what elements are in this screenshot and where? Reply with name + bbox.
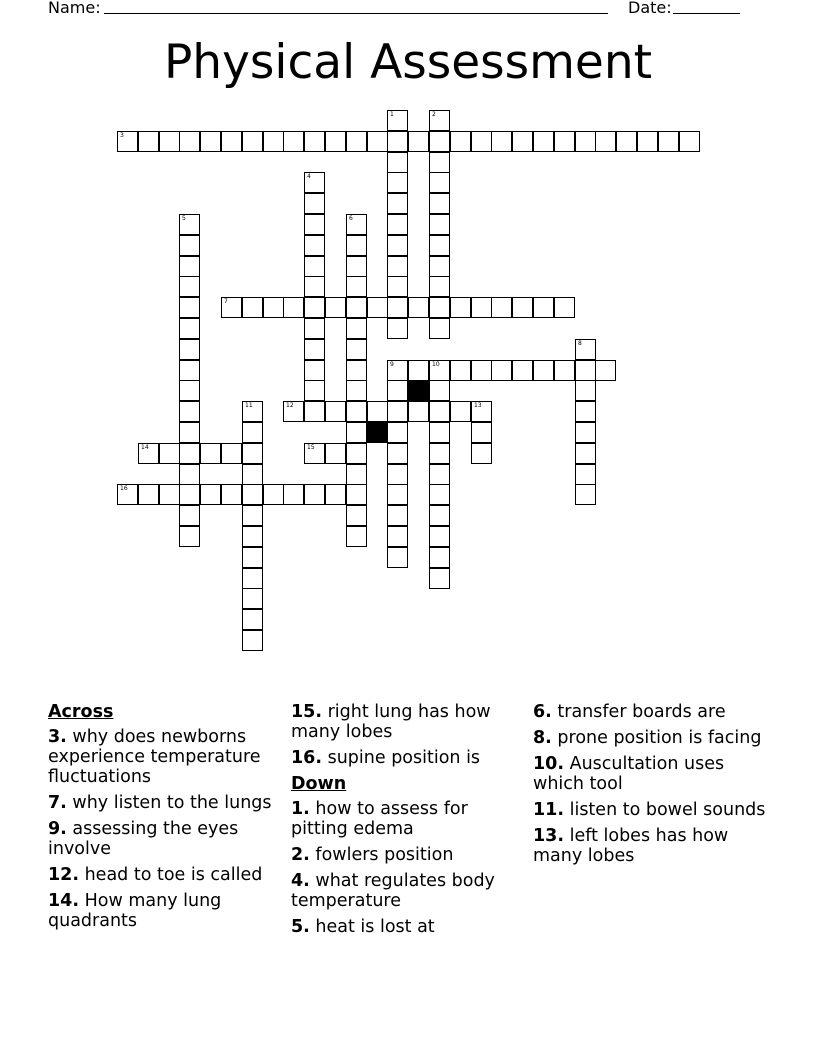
- clue-number: 11.: [533, 800, 565, 820]
- grid-cell[interactable]: [325, 443, 346, 464]
- clue-text: how to assess for pitting edema: [291, 799, 468, 839]
- clue-down-11: [533, 800, 771, 820]
- grid-cell[interactable]: [595, 360, 616, 381]
- clue-text: assessing the eyes involve: [48, 819, 239, 859]
- clue-text: How many lung quadrants: [48, 891, 222, 931]
- clue-text: transfer boards are: [557, 702, 726, 722]
- clue-number: 14.: [48, 891, 80, 911]
- grid-cell[interactable]: [387, 380, 408, 401]
- clue-number: 2.: [291, 845, 310, 865]
- grid-cell[interactable]: [346, 380, 367, 401]
- grid-cell[interactable]: [346, 131, 367, 152]
- cell-number: 8: [578, 340, 582, 347]
- clue-text: right lung has how many lobes: [291, 702, 491, 742]
- clue-down-6: [533, 702, 771, 722]
- grid-cell[interactable]: [429, 276, 450, 297]
- grid-cell[interactable]: [304, 297, 325, 318]
- clue-number: 9.: [48, 819, 67, 839]
- grid-cell[interactable]: [387, 256, 408, 277]
- clue-text: prone position is facing: [557, 728, 762, 748]
- grid-cell[interactable]: [346, 214, 367, 235]
- cell-number: 16: [120, 485, 128, 492]
- grid-cell[interactable]: [408, 297, 429, 318]
- grid-cell[interactable]: [491, 131, 512, 152]
- cell-number: 4: [307, 173, 311, 180]
- grid-cell[interactable]: [387, 152, 408, 173]
- clue-text: listen to bowel sounds: [569, 800, 766, 820]
- cell-number: 10: [432, 361, 440, 368]
- down-heading: Down: [291, 774, 347, 794]
- cell-number: 15: [307, 444, 315, 451]
- grid-cell[interactable]: [491, 360, 512, 381]
- grid-cell[interactable]: [429, 256, 450, 277]
- clue-number: 5.: [291, 917, 310, 937]
- grid-cell[interactable]: [450, 297, 471, 318]
- grid-cell[interactable]: [533, 297, 554, 318]
- clue-column-2: [291, 702, 529, 943]
- grid-cell[interactable]: [512, 131, 533, 152]
- clue-down-10: [533, 754, 771, 794]
- grid-cell[interactable]: [117, 131, 138, 152]
- clue-across-14: [48, 891, 286, 931]
- grid-cell[interactable]: [221, 131, 242, 152]
- cell-number: 12: [286, 402, 294, 409]
- grid-cell[interactable]: [367, 297, 388, 318]
- grid-cell[interactable]: [429, 318, 450, 339]
- grid-cell[interactable]: [221, 484, 242, 505]
- grid-cell[interactable]: [200, 443, 221, 464]
- grid-cell[interactable]: [179, 401, 200, 422]
- grid-cell[interactable]: [387, 318, 408, 339]
- grid-cell[interactable]: [387, 276, 408, 297]
- cell-number: 7: [224, 298, 228, 305]
- grid-cell[interactable]: [387, 360, 408, 381]
- grid-cell[interactable]: [346, 318, 367, 339]
- grid-cell[interactable]: [304, 443, 325, 464]
- grid-cell[interactable]: [429, 297, 450, 318]
- clue-number: 3.: [48, 727, 67, 747]
- grid-cell[interactable]: [512, 360, 533, 381]
- grid-cell[interactable]: [387, 401, 408, 422]
- clue-down-8: [533, 728, 771, 748]
- grid-cell[interactable]: [387, 297, 408, 318]
- clue-number: 6.: [533, 702, 552, 722]
- grid-cell[interactable]: [304, 339, 325, 360]
- grid-cell[interactable]: [304, 172, 325, 193]
- grid-cell[interactable]: [408, 401, 429, 422]
- grid-cell[interactable]: [242, 484, 263, 505]
- grid-cell[interactable]: [658, 131, 679, 152]
- grid-cell[interactable]: [346, 505, 367, 526]
- grid-cell[interactable]: [387, 131, 408, 152]
- grid-cell[interactable]: [263, 484, 284, 505]
- cell-number: 14: [141, 444, 149, 451]
- grid-cell[interactable]: [429, 214, 450, 235]
- grid-cell[interactable]: [429, 110, 450, 131]
- grid-cell[interactable]: [179, 276, 200, 297]
- grid-cell[interactable]: [179, 360, 200, 381]
- grid-cell[interactable]: [138, 484, 159, 505]
- grid-cell[interactable]: [346, 256, 367, 277]
- grid-cell[interactable]: [346, 526, 367, 547]
- grid-cell[interactable]: [575, 360, 596, 381]
- grid-cell[interactable]: [179, 464, 200, 485]
- grid-cell[interactable]: [575, 380, 596, 401]
- grid-block: [408, 380, 429, 401]
- grid-cell[interactable]: [387, 443, 408, 464]
- grid-cell[interactable]: [387, 505, 408, 526]
- grid-cell[interactable]: [283, 484, 304, 505]
- grid-cell[interactable]: [346, 464, 367, 485]
- cell-number: 2: [432, 111, 436, 118]
- grid-cell[interactable]: [179, 484, 200, 505]
- grid-cell[interactable]: [179, 131, 200, 152]
- grid-cell[interactable]: [221, 443, 242, 464]
- across-heading: Across: [48, 702, 114, 722]
- grid-cell[interactable]: [387, 422, 408, 443]
- cell-number: 3: [120, 132, 124, 139]
- date-field[interactable]: [673, 13, 740, 14]
- grid-cell[interactable]: [471, 360, 492, 381]
- grid-cell[interactable]: [387, 484, 408, 505]
- grid-cell[interactable]: [283, 297, 304, 318]
- date-label: Date:: [628, 0, 672, 17]
- grid-cell[interactable]: [554, 131, 575, 152]
- grid-cell[interactable]: [346, 235, 367, 256]
- clue-number: 8.: [533, 728, 552, 748]
- grid-cell[interactable]: [408, 360, 429, 381]
- grid-cell[interactable]: [346, 443, 367, 464]
- grid-cell[interactable]: [429, 484, 450, 505]
- grid-cell[interactable]: [471, 401, 492, 422]
- header: [48, 0, 748, 20]
- grid-cell[interactable]: [471, 422, 492, 443]
- clue-text: what regulates body temperature: [291, 871, 495, 911]
- grid-cell[interactable]: [179, 256, 200, 277]
- grid-cell[interactable]: [242, 609, 263, 630]
- grid-block: [367, 422, 388, 443]
- grid-cell[interactable]: [242, 422, 263, 443]
- clue-column-1: [48, 702, 286, 937]
- clue-text: heat is lost at: [315, 917, 435, 937]
- grid-cell[interactable]: [304, 131, 325, 152]
- clue-text: Auscultation uses which tool: [533, 754, 725, 794]
- name-label: Name:: [48, 0, 101, 17]
- grid-cell[interactable]: [575, 443, 596, 464]
- grid-cell[interactable]: [179, 339, 200, 360]
- clue-text: fowlers position: [315, 845, 454, 865]
- grid-cell[interactable]: [346, 360, 367, 381]
- clue-text: left lobes has how many lobes: [533, 826, 729, 866]
- grid-cell[interactable]: [429, 547, 450, 568]
- grid-cell[interactable]: [346, 276, 367, 297]
- clue-number: 7.: [48, 793, 67, 813]
- grid-cell[interactable]: [346, 401, 367, 422]
- grid-cell[interactable]: [304, 318, 325, 339]
- grid-cell[interactable]: [304, 380, 325, 401]
- grid-cell[interactable]: [179, 422, 200, 443]
- grid-cell[interactable]: [179, 235, 200, 256]
- page-title: Physical Assessment: [163, 35, 653, 90]
- clue-down-1: [291, 799, 529, 839]
- grid-cell[interactable]: [637, 131, 658, 152]
- grid-cell[interactable]: [159, 443, 180, 464]
- grid-cell[interactable]: [304, 484, 325, 505]
- grid-cell[interactable]: [512, 297, 533, 318]
- grid-cell[interactable]: [367, 131, 388, 152]
- grid-cell[interactable]: [595, 131, 616, 152]
- grid-cell[interactable]: [450, 131, 471, 152]
- grid-cell[interactable]: [179, 380, 200, 401]
- grid-cell[interactable]: [575, 484, 596, 505]
- grid-cell[interactable]: [429, 526, 450, 547]
- grid-cell[interactable]: [575, 401, 596, 422]
- clue-number: 13.: [533, 826, 565, 846]
- clue-across-9: [48, 819, 286, 859]
- grid-cell[interactable]: [242, 588, 263, 609]
- grid-cell[interactable]: [117, 484, 138, 505]
- grid-cell[interactable]: [346, 339, 367, 360]
- grid-cell[interactable]: [533, 360, 554, 381]
- grid-cell[interactable]: [242, 526, 263, 547]
- grid-cell[interactable]: [325, 484, 346, 505]
- grid-cell[interactable]: [304, 276, 325, 297]
- clue-text: why listen to the lungs: [72, 793, 272, 813]
- grid-cell[interactable]: [575, 422, 596, 443]
- grid-cell[interactable]: [554, 297, 575, 318]
- grid-cell[interactable]: [429, 360, 450, 381]
- grid-cell[interactable]: [138, 443, 159, 464]
- clue-number: 10.: [533, 754, 565, 774]
- clue-across-16: [291, 748, 529, 768]
- grid-cell[interactable]: [575, 464, 596, 485]
- clue-text: supine position is: [327, 748, 481, 768]
- grid-cell[interactable]: [387, 464, 408, 485]
- grid-cell[interactable]: [304, 235, 325, 256]
- grid-cell[interactable]: [242, 443, 263, 464]
- grid-cell[interactable]: [367, 401, 388, 422]
- clue-across-3: [48, 727, 286, 787]
- grid-cell[interactable]: [179, 318, 200, 339]
- grid-cell[interactable]: [263, 297, 284, 318]
- grid-cell[interactable]: [679, 131, 700, 152]
- grid-cell[interactable]: [471, 443, 492, 464]
- grid-cell[interactable]: [304, 193, 325, 214]
- grid-cell[interactable]: [304, 401, 325, 422]
- grid-cell[interactable]: [471, 297, 492, 318]
- clue-number: 1.: [291, 799, 310, 819]
- grid-cell[interactable]: [450, 401, 471, 422]
- grid-cell[interactable]: [429, 464, 450, 485]
- grid-cell[interactable]: [242, 568, 263, 589]
- grid-cell[interactable]: [346, 297, 367, 318]
- grid-cell[interactable]: [429, 505, 450, 526]
- grid-cell[interactable]: [138, 131, 159, 152]
- grid-cell[interactable]: [200, 484, 221, 505]
- clue-across-15: [291, 702, 529, 742]
- grid-cell[interactable]: [159, 484, 180, 505]
- cell-number: 6: [349, 215, 353, 222]
- grid-cell[interactable]: [283, 401, 304, 422]
- grid-cell[interactable]: [179, 297, 200, 318]
- grid-cell[interactable]: [179, 505, 200, 526]
- grid-cell[interactable]: [554, 360, 575, 381]
- grid-cell[interactable]: [429, 401, 450, 422]
- clue-number: 15.: [291, 702, 323, 722]
- clue-down-13: [533, 826, 771, 866]
- grid-cell[interactable]: [616, 131, 637, 152]
- grid-cell[interactable]: [283, 131, 304, 152]
- grid-cell[interactable]: [408, 131, 429, 152]
- grid-cell[interactable]: [179, 214, 200, 235]
- grid-cell[interactable]: [387, 526, 408, 547]
- grid-cell[interactable]: [242, 401, 263, 422]
- grid-cell[interactable]: [242, 297, 263, 318]
- grid-cell[interactable]: [491, 297, 512, 318]
- clue-across-12: [48, 865, 286, 885]
- grid-cell[interactable]: [450, 360, 471, 381]
- clue-column-3: [533, 702, 771, 872]
- clue-down-4: [291, 871, 529, 911]
- grid-cell[interactable]: [429, 422, 450, 443]
- grid-cell[interactable]: [179, 526, 200, 547]
- grid-cell[interactable]: [159, 131, 180, 152]
- cell-number: 11: [245, 402, 253, 409]
- grid-cell[interactable]: [429, 568, 450, 589]
- grid-cell[interactable]: [263, 131, 284, 152]
- clue-down-5: [291, 917, 529, 937]
- grid-cell[interactable]: [429, 172, 450, 193]
- grid-cell[interactable]: [429, 443, 450, 464]
- grid-cell[interactable]: [242, 547, 263, 568]
- grid-cell[interactable]: [179, 443, 200, 464]
- grid-cell[interactable]: [200, 131, 221, 152]
- grid-cell[interactable]: [429, 152, 450, 173]
- grid-cell[interactable]: [387, 110, 408, 131]
- grid-cell[interactable]: [242, 630, 263, 651]
- clue-number: 4.: [291, 871, 310, 891]
- grid-cell[interactable]: [387, 172, 408, 193]
- grid-cell[interactable]: [575, 339, 596, 360]
- grid-cell[interactable]: [471, 131, 492, 152]
- grid-cell[interactable]: [221, 297, 242, 318]
- clue-text: head to toe is called: [84, 865, 263, 885]
- grid-cell[interactable]: [242, 464, 263, 485]
- grid-cell[interactable]: [575, 131, 596, 152]
- grid-cell[interactable]: [346, 484, 367, 505]
- grid-cell[interactable]: [387, 235, 408, 256]
- clue-across-7: [48, 793, 286, 813]
- grid-cell[interactable]: [304, 360, 325, 381]
- grid-cell[interactable]: [304, 214, 325, 235]
- name-field[interactable]: [104, 13, 608, 14]
- cell-number: 13: [474, 402, 482, 409]
- grid-cell[interactable]: [387, 193, 408, 214]
- grid-cell[interactable]: [325, 401, 346, 422]
- grid-cell[interactable]: [242, 505, 263, 526]
- grid-cell[interactable]: [242, 131, 263, 152]
- grid-cell[interactable]: [429, 193, 450, 214]
- clue-number: 16.: [291, 748, 323, 768]
- grid-cell[interactable]: [325, 297, 346, 318]
- grid-cell[interactable]: [387, 547, 408, 568]
- cell-number: 1: [390, 111, 394, 118]
- grid-cell[interactable]: [325, 131, 346, 152]
- grid-cell[interactable]: [429, 380, 450, 401]
- cell-number: 9: [390, 361, 394, 368]
- grid-cell[interactable]: [533, 131, 554, 152]
- clue-text: why does newborns experience temperature fluctuations: [48, 727, 261, 787]
- grid-cell[interactable]: [429, 235, 450, 256]
- grid-cell[interactable]: [387, 214, 408, 235]
- clue-down-2: [291, 845, 529, 865]
- cell-number: 5: [182, 215, 186, 222]
- grid-cell[interactable]: [304, 256, 325, 277]
- grid-cell[interactable]: [346, 422, 367, 443]
- grid-cell[interactable]: [429, 131, 450, 152]
- clue-number: 12.: [48, 865, 80, 885]
